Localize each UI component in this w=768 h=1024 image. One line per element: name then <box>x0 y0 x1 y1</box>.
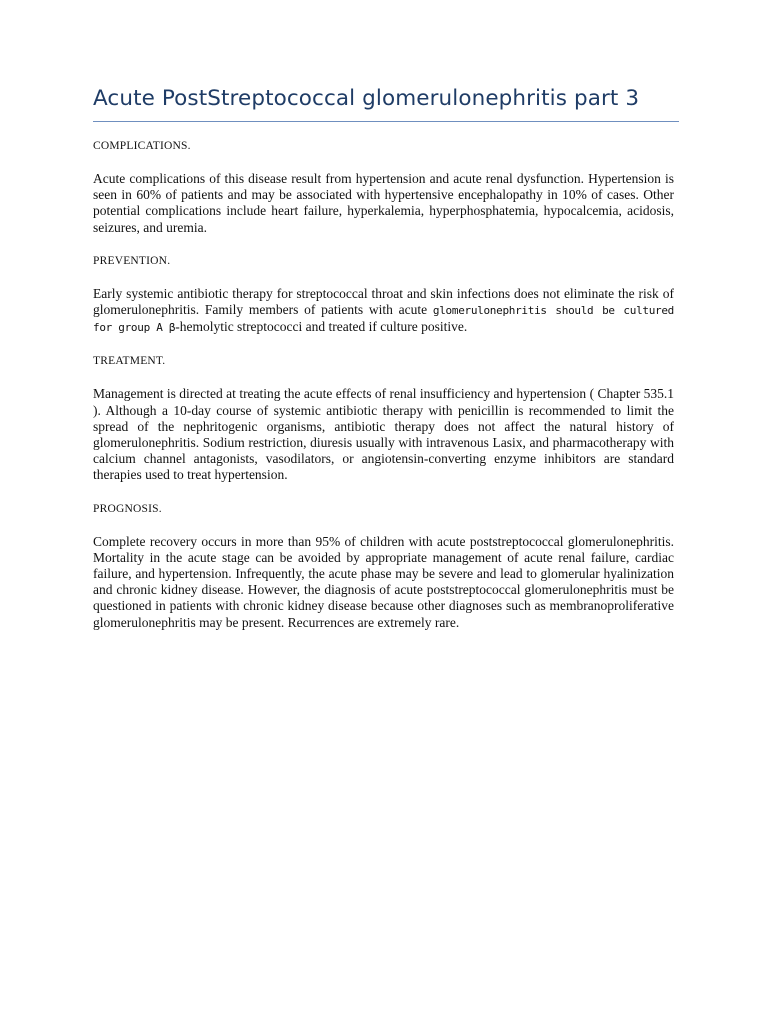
title-underline <box>93 121 679 122</box>
section-heading-complications: COMPLICATIONS. <box>93 140 191 152</box>
section-text-prognosis: Complete recovery occurs in more than 95% of children with acute poststreptococcal glomerulonephritis. Mortality in the acute stage can be avoided by appropriate management of acute renal failure, cardiac failure, and hypertension. Infrequently, the acute phase may be severe and lead to glomerular hyalinization and chronic kidney disease. However, the diagnosis of acute poststreptococcal glomerulonephritis must be questioned in patients with chronic kidney disease because other diagnoses such as membranoproliferative glomerulonephritis may be present. Recurrences are extremely rare. <box>93 533 674 630</box>
document-title: Acute PostStreptococcal glomerulonephritis part 3 <box>93 86 640 111</box>
section-heading-prognosis: PROGNOSIS. <box>93 502 162 515</box>
document-body <box>93 139 674 649</box>
prevention-text-part-1: Early systemic antibiotic therapy for streptococcal throat and skin infections does not eliminate the risk of glomerulonephritis. Family members of patients with acute <box>93 285 674 318</box>
prevention-text-part-3: -hemolytic streptococci and treated if culture positive. <box>175 319 468 335</box>
section-text-complications: Acute complications of this disease result from hypertension and acute renal dysfunction. Hypertension is seen in 60% of patients and may be associated with hypertensive encephalopathy in 10% of cases. Other potential complications include heart failure, hyperkalemia, hyperphosphatemia, hypocalcemia, acidosis, seizures, and uremia. <box>93 171 674 235</box>
section-text-prevention <box>93 286 674 337</box>
section-heading-prevention: PREVENTION. <box>93 254 171 267</box>
section-text-treatment: Management is directed at treating the acute effects of renal insufficiency and hypertension ( Chapter 535.1 ). Although a 10-day course of systemic antibiotic therapy with penicillin is recommended to limit the spread of the nephritogenic organisms, antibiotic therapy does not affect the natural history of glomerulonephritis. Sodium restriction, diuresis usually with intravenous Lasix, and pharmacotherapy with calcium channel antagonists, vasodilators, or angiotensin-converting enzyme inhibitors are standard therapies used to treat hypertension. <box>93 386 674 483</box>
section-heading-treatment: TREATMENT. <box>93 355 166 368</box>
prevention-text-part-2: glomerulonephritis should be cultured for group A β <box>93 304 675 335</box>
